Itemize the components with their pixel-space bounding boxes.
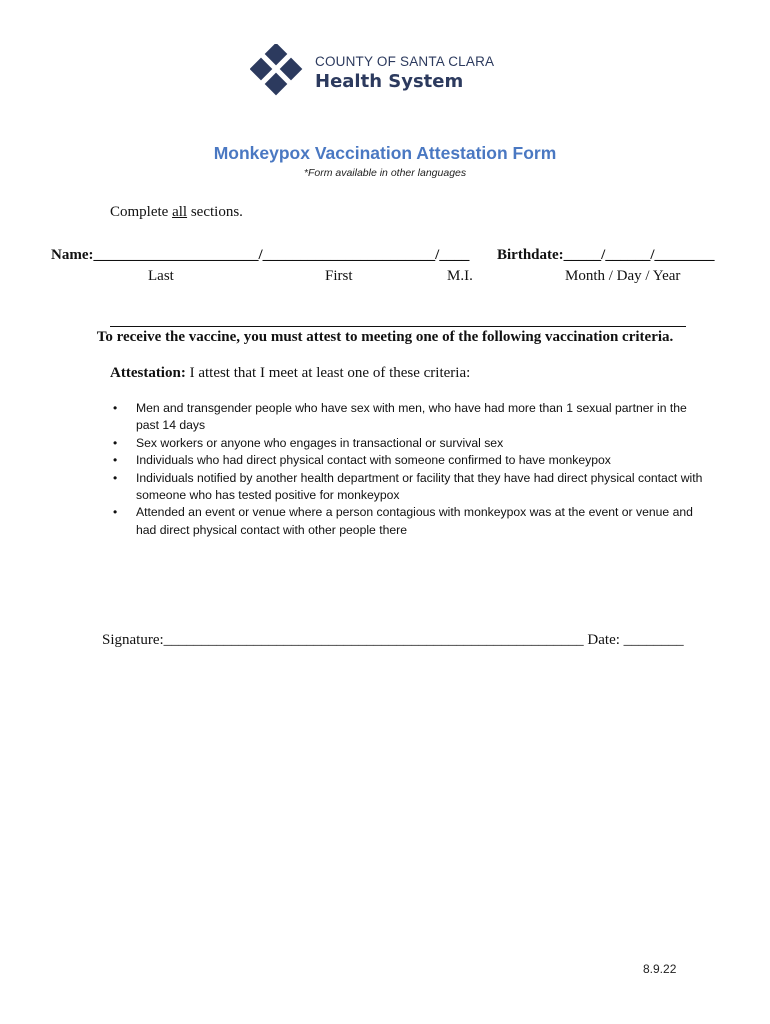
middle-initial-label: M.I. <box>447 268 473 284</box>
criteria-item: • Individuals notified by another health department or facility that they have had direct physical contact with someone who has tested positive for monkeypox <box>110 470 710 505</box>
signature-field[interactable]: Signature:________________________________________________________ Date: ________ <box>102 632 684 648</box>
attestation-statement <box>110 365 470 382</box>
criteria-item: • Sex workers or anyone who engages in transactional or survival sex <box>110 435 710 452</box>
dob-format-label: Month / Day / Year <box>565 268 681 284</box>
instruction-before: Complete <box>110 204 173 220</box>
instruction-after: sections. <box>187 204 243 220</box>
four-diamond-logo-icon <box>250 44 306 102</box>
version-date: 8.9.22 <box>643 962 677 976</box>
name-field[interactable]: Name:______________________/_______________________/____ <box>51 247 470 263</box>
birthdate-field[interactable]: Birthdate:_____/______/________ <box>497 247 715 263</box>
instruction-text <box>110 204 243 221</box>
instruction-emphasis: all <box>172 204 188 220</box>
org-name-line2: Health System <box>315 71 464 92</box>
org-name-line1: COUNTY OF SANTA CLARA <box>315 54 495 69</box>
attestation-text: I attest that I meet at least one of these criteria: <box>185 365 471 381</box>
county-logo <box>250 44 510 102</box>
criteria-heading: To receive the vaccine, you must attest to meeting one of the following vaccination criteria. <box>96 329 674 345</box>
first-name-label: First <box>325 268 353 284</box>
form-title: Monkeypox Vaccination Attestation Form <box>213 143 557 163</box>
attestation-label: Attestation: <box>110 365 186 381</box>
last-name-label: Last <box>148 268 174 284</box>
criteria-item: • Men and transgender people who have sex with men, who have had more than 1 sexual partner in the past 14 days <box>110 400 710 435</box>
form-subtitle: *Form available in other languages <box>303 167 467 179</box>
section-divider <box>110 326 686 327</box>
criteria-item: • Individuals who had direct physical contact with someone confirmed to have monkeypox <box>110 452 710 469</box>
criteria-item: • Attended an event or venue where a person contagious with monkeypox was at the event or venue and had direct physical contact with other people there <box>110 504 710 539</box>
criteria-list <box>110 400 710 539</box>
